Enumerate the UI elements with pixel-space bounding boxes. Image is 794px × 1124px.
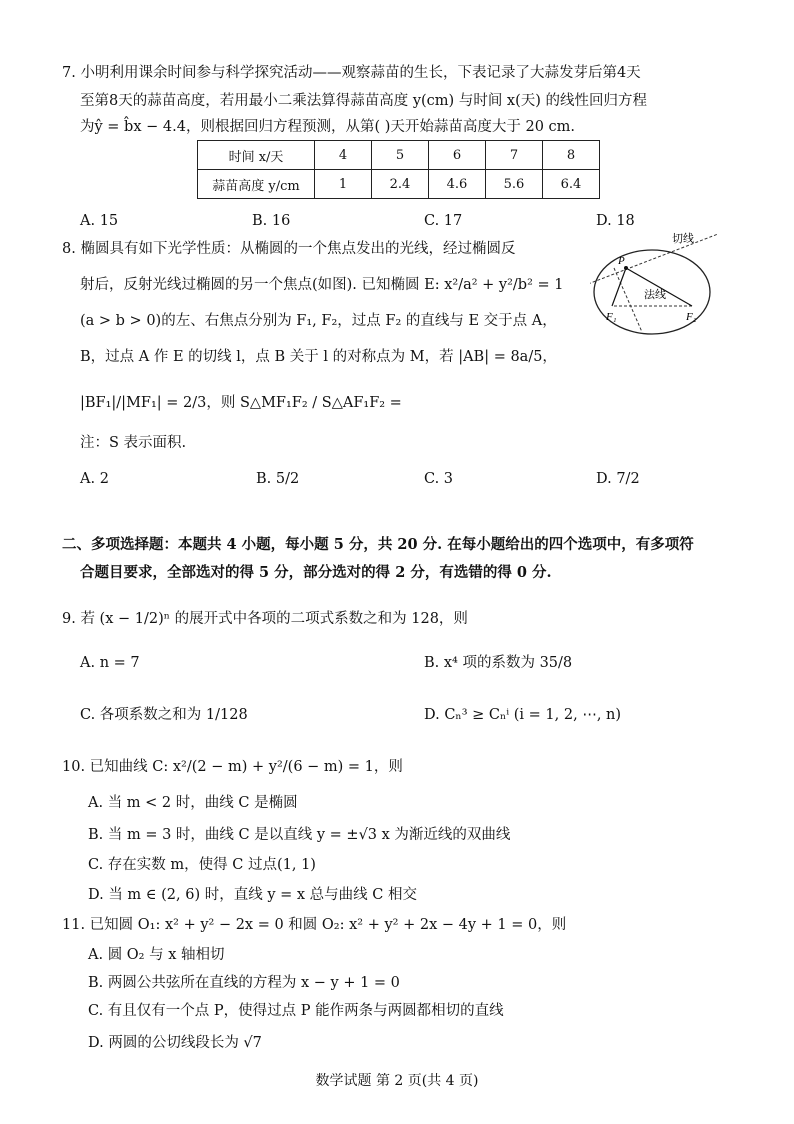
table-cell: 5	[372, 141, 429, 170]
table-cell: 4	[315, 141, 372, 170]
table-header-time: 时间 x/天	[198, 141, 315, 170]
table-cell: 7	[486, 141, 543, 170]
label-tangent: 切线	[672, 232, 694, 245]
q9-option-d: D. Cₙ³ ≥ Cₙⁱ (i = 1, 2, ⋯, n)	[424, 707, 622, 723]
q7-option-c: C. 17	[424, 213, 463, 229]
table-cell: 8	[543, 141, 600, 170]
q7-option-d: D. 18	[596, 213, 635, 229]
q8-line1: 8. 椭圆具有如下光学性质：从椭圆的一个焦点发出的光线，经过椭圆反	[62, 241, 516, 257]
table-row	[198, 170, 600, 199]
ray-incident	[612, 268, 626, 306]
table-cell: 6.4	[543, 170, 600, 199]
q7-option-b: B. 16	[252, 213, 291, 229]
q10-stem: 10. 已知曲线 C: x²/(2 − m) + y²/(6 − m) = 1，则	[62, 759, 403, 775]
q8-line4: B，过点 A 作 E 的切线 l，点 B 关于 l 的对称点为 M，若 |AB| = 8a/5，	[80, 349, 557, 365]
q8-line2: 射后，反射光线过椭圆的另一个焦点(如图). 已知椭圆 E: x²/a² + y²/b² = 1	[80, 277, 564, 293]
section2-heading-line1: 二、多项选择题：本题共 4 小题，每小题 5 分，共 20 分. 在每小题给出的四个选项中，有多项符	[62, 536, 694, 553]
q11-option-c: C. 有且仅有一个点 P，使得过点 P 能作两条与两圆都相切的直线	[88, 1003, 504, 1019]
q7-line3: 为ŷ = b̂x − 4.4，则根据回归方程预测，从第( )天开始蒜苗高度大于 20 cm.	[80, 119, 576, 135]
q11-option-b: B. 两圆公共弦所在直线的方程为 x − y + 1 = 0	[88, 975, 400, 991]
label-p: P	[618, 255, 625, 267]
label-f1: F₁	[606, 311, 617, 323]
q11-stem: 11. 已知圆 O₁: x² + y² − 2x = 0 和圆 O₂: x² + y² + 2x − 4y + 1 = 0，则	[62, 917, 567, 933]
q8-line3: (a > b > 0)的左、右焦点分别为 F₁, F₂，过点 F₂ 的直线与 E 交于点 A，	[80, 313, 557, 329]
q10-option-a: A. 当 m < 2 时，曲线 C 是椭圆	[88, 795, 298, 811]
q9-stem: 9. 若 (x − 1/2)ⁿ 的展开式中各项的二项式系数之和为 128，则	[62, 611, 468, 627]
table-row	[198, 141, 600, 170]
page-footer: 数学试题 第 2 页(共 4 页)	[315, 1073, 479, 1089]
label-f2: F₂	[686, 311, 697, 323]
table-cell: 1	[315, 170, 372, 199]
q10-option-b: B. 当 m = 3 时，曲线 C 是以直线 y = ±√3 x 为渐近线的双曲线	[88, 827, 511, 843]
q10-option-c: C. 存在实数 m，使得 C 过点(1, 1)	[88, 857, 316, 873]
ellipse-optics-figure	[590, 228, 720, 348]
q11-option-d: D. 两圆的公切线段长为 √7	[88, 1035, 262, 1051]
q7-line1: 7. 小明利用课余时间参与科学探究活动——观察蒜苗的生长，下表记录了大蒜发芽后第4天	[62, 65, 641, 81]
q9-option-a: A. n = 7	[80, 655, 140, 671]
q8-option-a: A. 2	[80, 471, 109, 487]
table-header-height: 蒜苗高度 y/cm	[198, 170, 315, 199]
table-cell: 6	[429, 141, 486, 170]
q10-option-d: D. 当 m ∈ (2, 6) 时，直线 y = x 总与曲线 C 相交	[88, 887, 417, 903]
table-cell: 4.6	[429, 170, 486, 199]
q8-option-c: C. 3	[424, 471, 454, 487]
table-cell: 5.6	[486, 170, 543, 199]
normal-line	[614, 268, 642, 332]
q8-line5: |BF₁|/|MF₁| = 2/3，则 S△MF₁F₂ / S△AF₁F₂ =	[80, 395, 402, 411]
q7-option-a: A. 15	[80, 213, 119, 229]
section2-heading-line2: 合题目要求，全部选对的得 5 分，部分选对的得 2 分，有选错的得 0 分.	[80, 564, 552, 581]
label-normal: 法线	[644, 288, 666, 301]
table-cell: 2.4	[372, 170, 429, 199]
q7-line2: 至第8天的蒜苗高度，若用最小二乘法算得蒜苗高度 y(cm) 与时间 x(天) 的线性回归方程	[80, 93, 648, 109]
q9-option-b: B. x⁴ 项的系数为 35/8	[424, 655, 573, 671]
q8-option-b: B. 5/2	[256, 471, 300, 487]
tangent-line	[590, 234, 718, 284]
q8-option-d: D. 7/2	[596, 471, 640, 487]
q8-note: 注：S 表示面积.	[80, 435, 187, 451]
q11-option-a: A. 圆 O₂ 与 x 轴相切	[88, 947, 225, 963]
q9-option-c: C. 各项系数之和为 1/128	[80, 707, 248, 723]
q7-data-table	[197, 140, 600, 199]
